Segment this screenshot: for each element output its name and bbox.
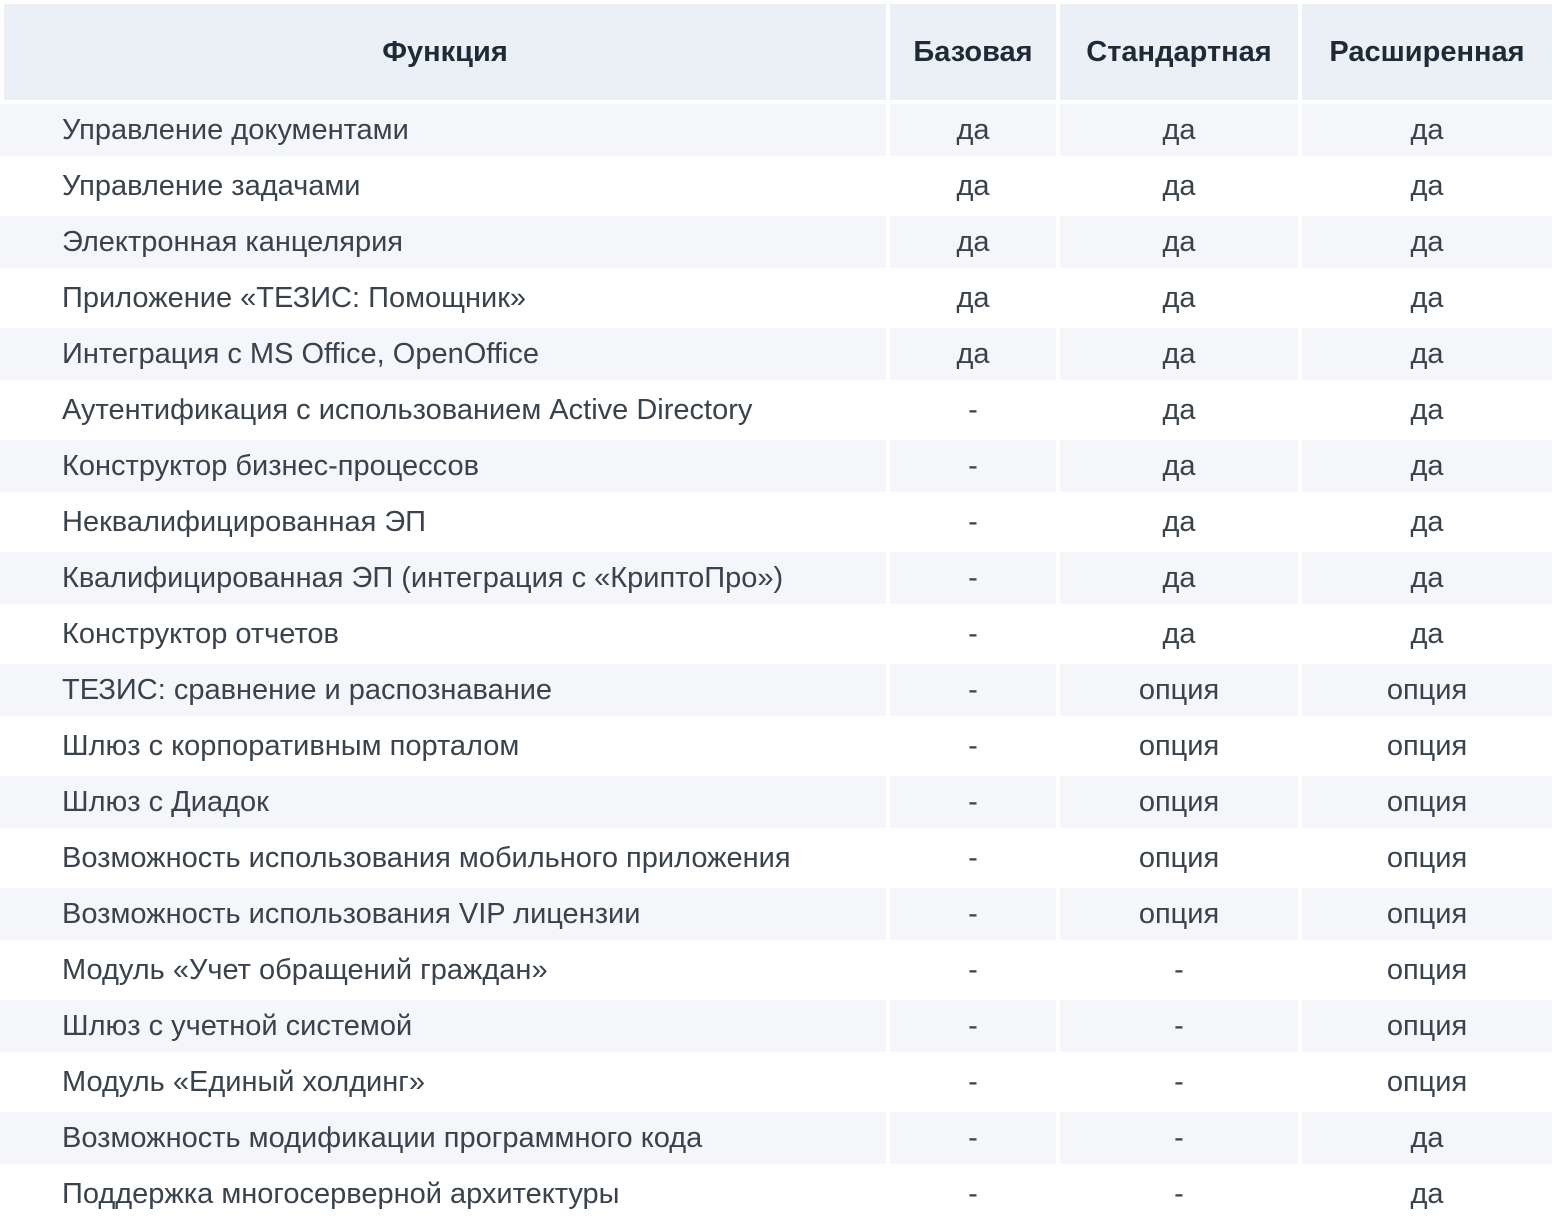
table-row — [0, 776, 1552, 832]
standard-value: да — [1060, 440, 1298, 492]
extended-value: да — [1302, 608, 1552, 660]
table-row — [0, 1112, 1552, 1168]
extended-value: да — [1302, 384, 1552, 436]
feature-name: Приложение «ТЕЗИС: Помощник» — [0, 272, 886, 324]
standard-value: опция — [1060, 832, 1298, 884]
table-row — [0, 1056, 1552, 1112]
basic-value: да — [890, 104, 1056, 156]
standard-value: да — [1060, 160, 1298, 212]
table-row — [0, 664, 1552, 720]
extended-value: да — [1302, 216, 1552, 268]
basic-value: - — [890, 496, 1056, 548]
extended-value: опция — [1302, 832, 1552, 884]
feature-name: Конструктор отчетов — [0, 608, 886, 660]
table-row — [0, 1000, 1552, 1056]
table-body — [0, 104, 1552, 1224]
header-basic: Базовая — [890, 4, 1056, 100]
standard-value: да — [1060, 216, 1298, 268]
basic-value: - — [890, 832, 1056, 884]
extended-value: да — [1302, 552, 1552, 604]
basic-value: - — [890, 720, 1056, 772]
standard-value: опция — [1060, 888, 1298, 940]
extended-value: опция — [1302, 944, 1552, 996]
table-row — [0, 160, 1552, 216]
table-row — [0, 328, 1552, 384]
feature-name: Электронная канцелярия — [0, 216, 886, 268]
standard-value: - — [1060, 944, 1298, 996]
feature-name: Возможность использования VIP лицензии — [0, 888, 886, 940]
extended-value: да — [1302, 440, 1552, 492]
extended-value: опция — [1302, 1056, 1552, 1108]
feature-name: Поддержка многосерверной архитектуры — [0, 1168, 886, 1220]
feature-name: Интеграция с MS Office, OpenOffice — [0, 328, 886, 380]
basic-value: - — [890, 1000, 1056, 1052]
table-row — [0, 496, 1552, 552]
feature-name: Квалифицированная ЭП (интеграция с «КриптоПро») — [0, 552, 886, 604]
extended-value: опция — [1302, 776, 1552, 828]
table-row — [0, 720, 1552, 776]
standard-value: - — [1060, 1056, 1298, 1108]
table-row — [0, 272, 1552, 328]
extended-value: да — [1302, 272, 1552, 324]
standard-value: - — [1060, 1168, 1298, 1220]
basic-value: да — [890, 160, 1056, 212]
basic-value: да — [890, 328, 1056, 380]
standard-value: да — [1060, 608, 1298, 660]
extended-value: опция — [1302, 888, 1552, 940]
table-row — [0, 832, 1552, 888]
table-row — [0, 440, 1552, 496]
basic-value: да — [890, 272, 1056, 324]
extended-value: да — [1302, 496, 1552, 548]
standard-value: да — [1060, 272, 1298, 324]
table-row — [0, 216, 1552, 272]
feature-name: Управление документами — [0, 104, 886, 156]
table-row — [0, 384, 1552, 440]
basic-value: да — [890, 216, 1056, 268]
table-header — [0, 4, 1552, 104]
extended-value: опция — [1302, 1000, 1552, 1052]
feature-name: Управление задачами — [0, 160, 886, 212]
basic-value: - — [890, 1056, 1056, 1108]
basic-value: - — [890, 1112, 1056, 1164]
standard-value: опция — [1060, 664, 1298, 716]
standard-value: опция — [1060, 776, 1298, 828]
standard-value: да — [1060, 104, 1298, 156]
table-row — [0, 608, 1552, 664]
basic-value: - — [890, 1168, 1056, 1220]
basic-value: - — [890, 944, 1056, 996]
extended-value: да — [1302, 1112, 1552, 1164]
feature-name: Модуль «Учет обращений граждан» — [0, 944, 886, 996]
extended-value: да — [1302, 104, 1552, 156]
header-extended: Расширенная — [1302, 4, 1552, 100]
feature-name: Шлюз с Диадок — [0, 776, 886, 828]
extended-value: да — [1302, 1168, 1552, 1220]
table-row — [0, 944, 1552, 1000]
basic-value: - — [890, 552, 1056, 604]
standard-value: да — [1060, 384, 1298, 436]
feature-name: Аутентификация с использованием Active Directory — [0, 384, 886, 436]
table-row — [0, 1168, 1552, 1224]
extended-value: да — [1302, 160, 1552, 212]
table-row — [0, 104, 1552, 160]
feature-name: Неквалифицированная ЭП — [0, 496, 886, 548]
table-row — [0, 552, 1552, 608]
feature-name: Модуль «Единый холдинг» — [0, 1056, 886, 1108]
feature-name: Конструктор бизнес-процессов — [0, 440, 886, 492]
basic-value: - — [890, 608, 1056, 660]
standard-value: да — [1060, 496, 1298, 548]
extended-value: опция — [1302, 720, 1552, 772]
feature-name: Возможность модификации программного кода — [0, 1112, 886, 1164]
standard-value: - — [1060, 1000, 1298, 1052]
feature-name: Шлюз с корпоративным порталом — [0, 720, 886, 772]
standard-value: опция — [1060, 720, 1298, 772]
basic-value: - — [890, 384, 1056, 436]
feature-name: Шлюз с учетной системой — [0, 1000, 886, 1052]
standard-value: да — [1060, 552, 1298, 604]
table-row — [0, 888, 1552, 944]
standard-value: - — [1060, 1112, 1298, 1164]
basic-value: - — [890, 776, 1056, 828]
basic-value: - — [890, 664, 1056, 716]
basic-value: - — [890, 440, 1056, 492]
extended-value: да — [1302, 328, 1552, 380]
header-standard: Стандартная — [1060, 4, 1298, 100]
feature-name: Возможность использования мобильного приложения — [0, 832, 886, 884]
header-function: Функция — [4, 4, 886, 100]
basic-value: - — [890, 888, 1056, 940]
extended-value: опция — [1302, 664, 1552, 716]
feature-name: ТЕЗИС: сравнение и распознавание — [0, 664, 886, 716]
standard-value: да — [1060, 328, 1298, 380]
